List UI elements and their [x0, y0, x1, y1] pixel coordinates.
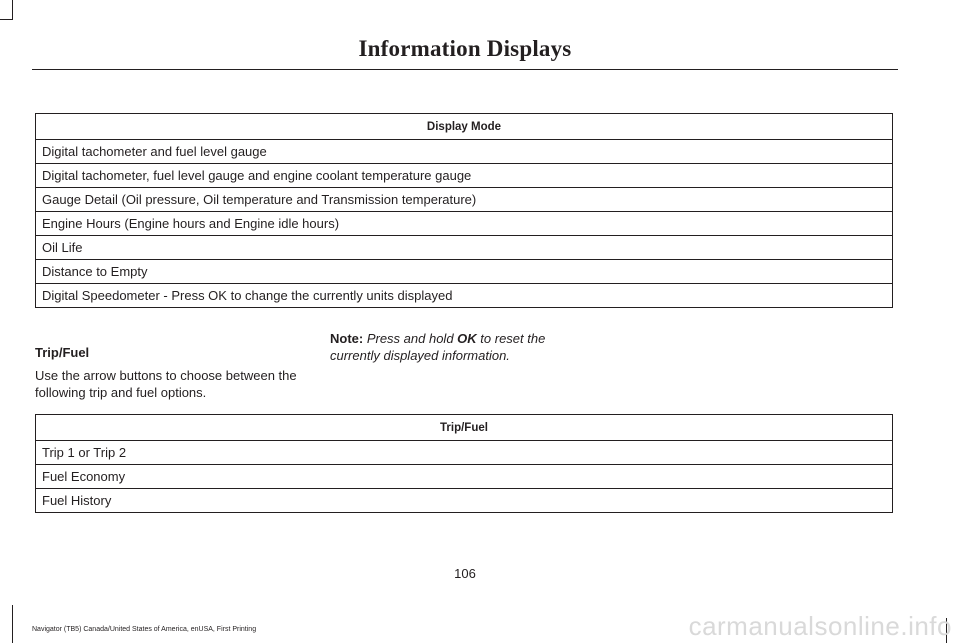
table-cell: Fuel History [36, 489, 893, 513]
trip-fuel-table [35, 414, 893, 513]
table-cell: Trip 1 or Trip 2 [36, 441, 893, 465]
table-row [36, 140, 893, 164]
note-label: Note: [330, 331, 364, 346]
table-row [36, 465, 893, 489]
trip-fuel-body: Use the arrow buttons to choose between the following trip and fuel options. [35, 368, 297, 400]
table-cell: Fuel Economy [36, 465, 893, 489]
trip-fuel-table-header: Trip/Fuel [36, 415, 893, 441]
table-row [36, 212, 893, 236]
table-row [36, 489, 893, 513]
table-cell: Digital tachometer and fuel level gauge [36, 140, 893, 164]
table-row [36, 260, 893, 284]
title-divider [32, 69, 898, 70]
page-title: Information Displays [358, 36, 572, 61]
display-mode-table [35, 113, 893, 308]
crop-mark-top-left-vertical [12, 0, 13, 20]
note-text-before: Press and hold [363, 331, 458, 346]
table-row [36, 164, 893, 188]
table-row [36, 284, 893, 308]
table-cell: Gauge Detail (Oil pressure, Oil temperature and Transmission temperature) [36, 188, 893, 212]
crop-mark-top-left-horizontal [0, 19, 13, 20]
watermark: carmanualsonline.info [688, 611, 952, 641]
note-keyword: OK [457, 331, 477, 346]
display-mode-table-header: Display Mode [36, 114, 893, 140]
edition-footer: Navigator (TB5) Canada/United States of America, enUSA, First Printing [32, 626, 257, 633]
note-text-after: to reset the currently displayed information. [330, 331, 546, 363]
note-paragraph [330, 330, 590, 364]
table-cell: Distance to Empty [36, 260, 893, 284]
table-row [36, 188, 893, 212]
crop-mark-bottom-left-vertical [12, 605, 13, 643]
table-cell: Engine Hours (Engine hours and Engine idle hours) [36, 212, 893, 236]
table-cell: Digital tachometer, fuel level gauge and engine coolant temperature gauge [36, 164, 893, 188]
trip-fuel-heading: Trip/Fuel [35, 345, 90, 360]
table-row [36, 441, 893, 465]
table-row [36, 236, 893, 260]
page-number: 106 [454, 566, 476, 581]
table-cell: Oil Life [36, 236, 893, 260]
table-cell: Digital Speedometer - Press OK to change the currently units displayed [36, 284, 893, 308]
